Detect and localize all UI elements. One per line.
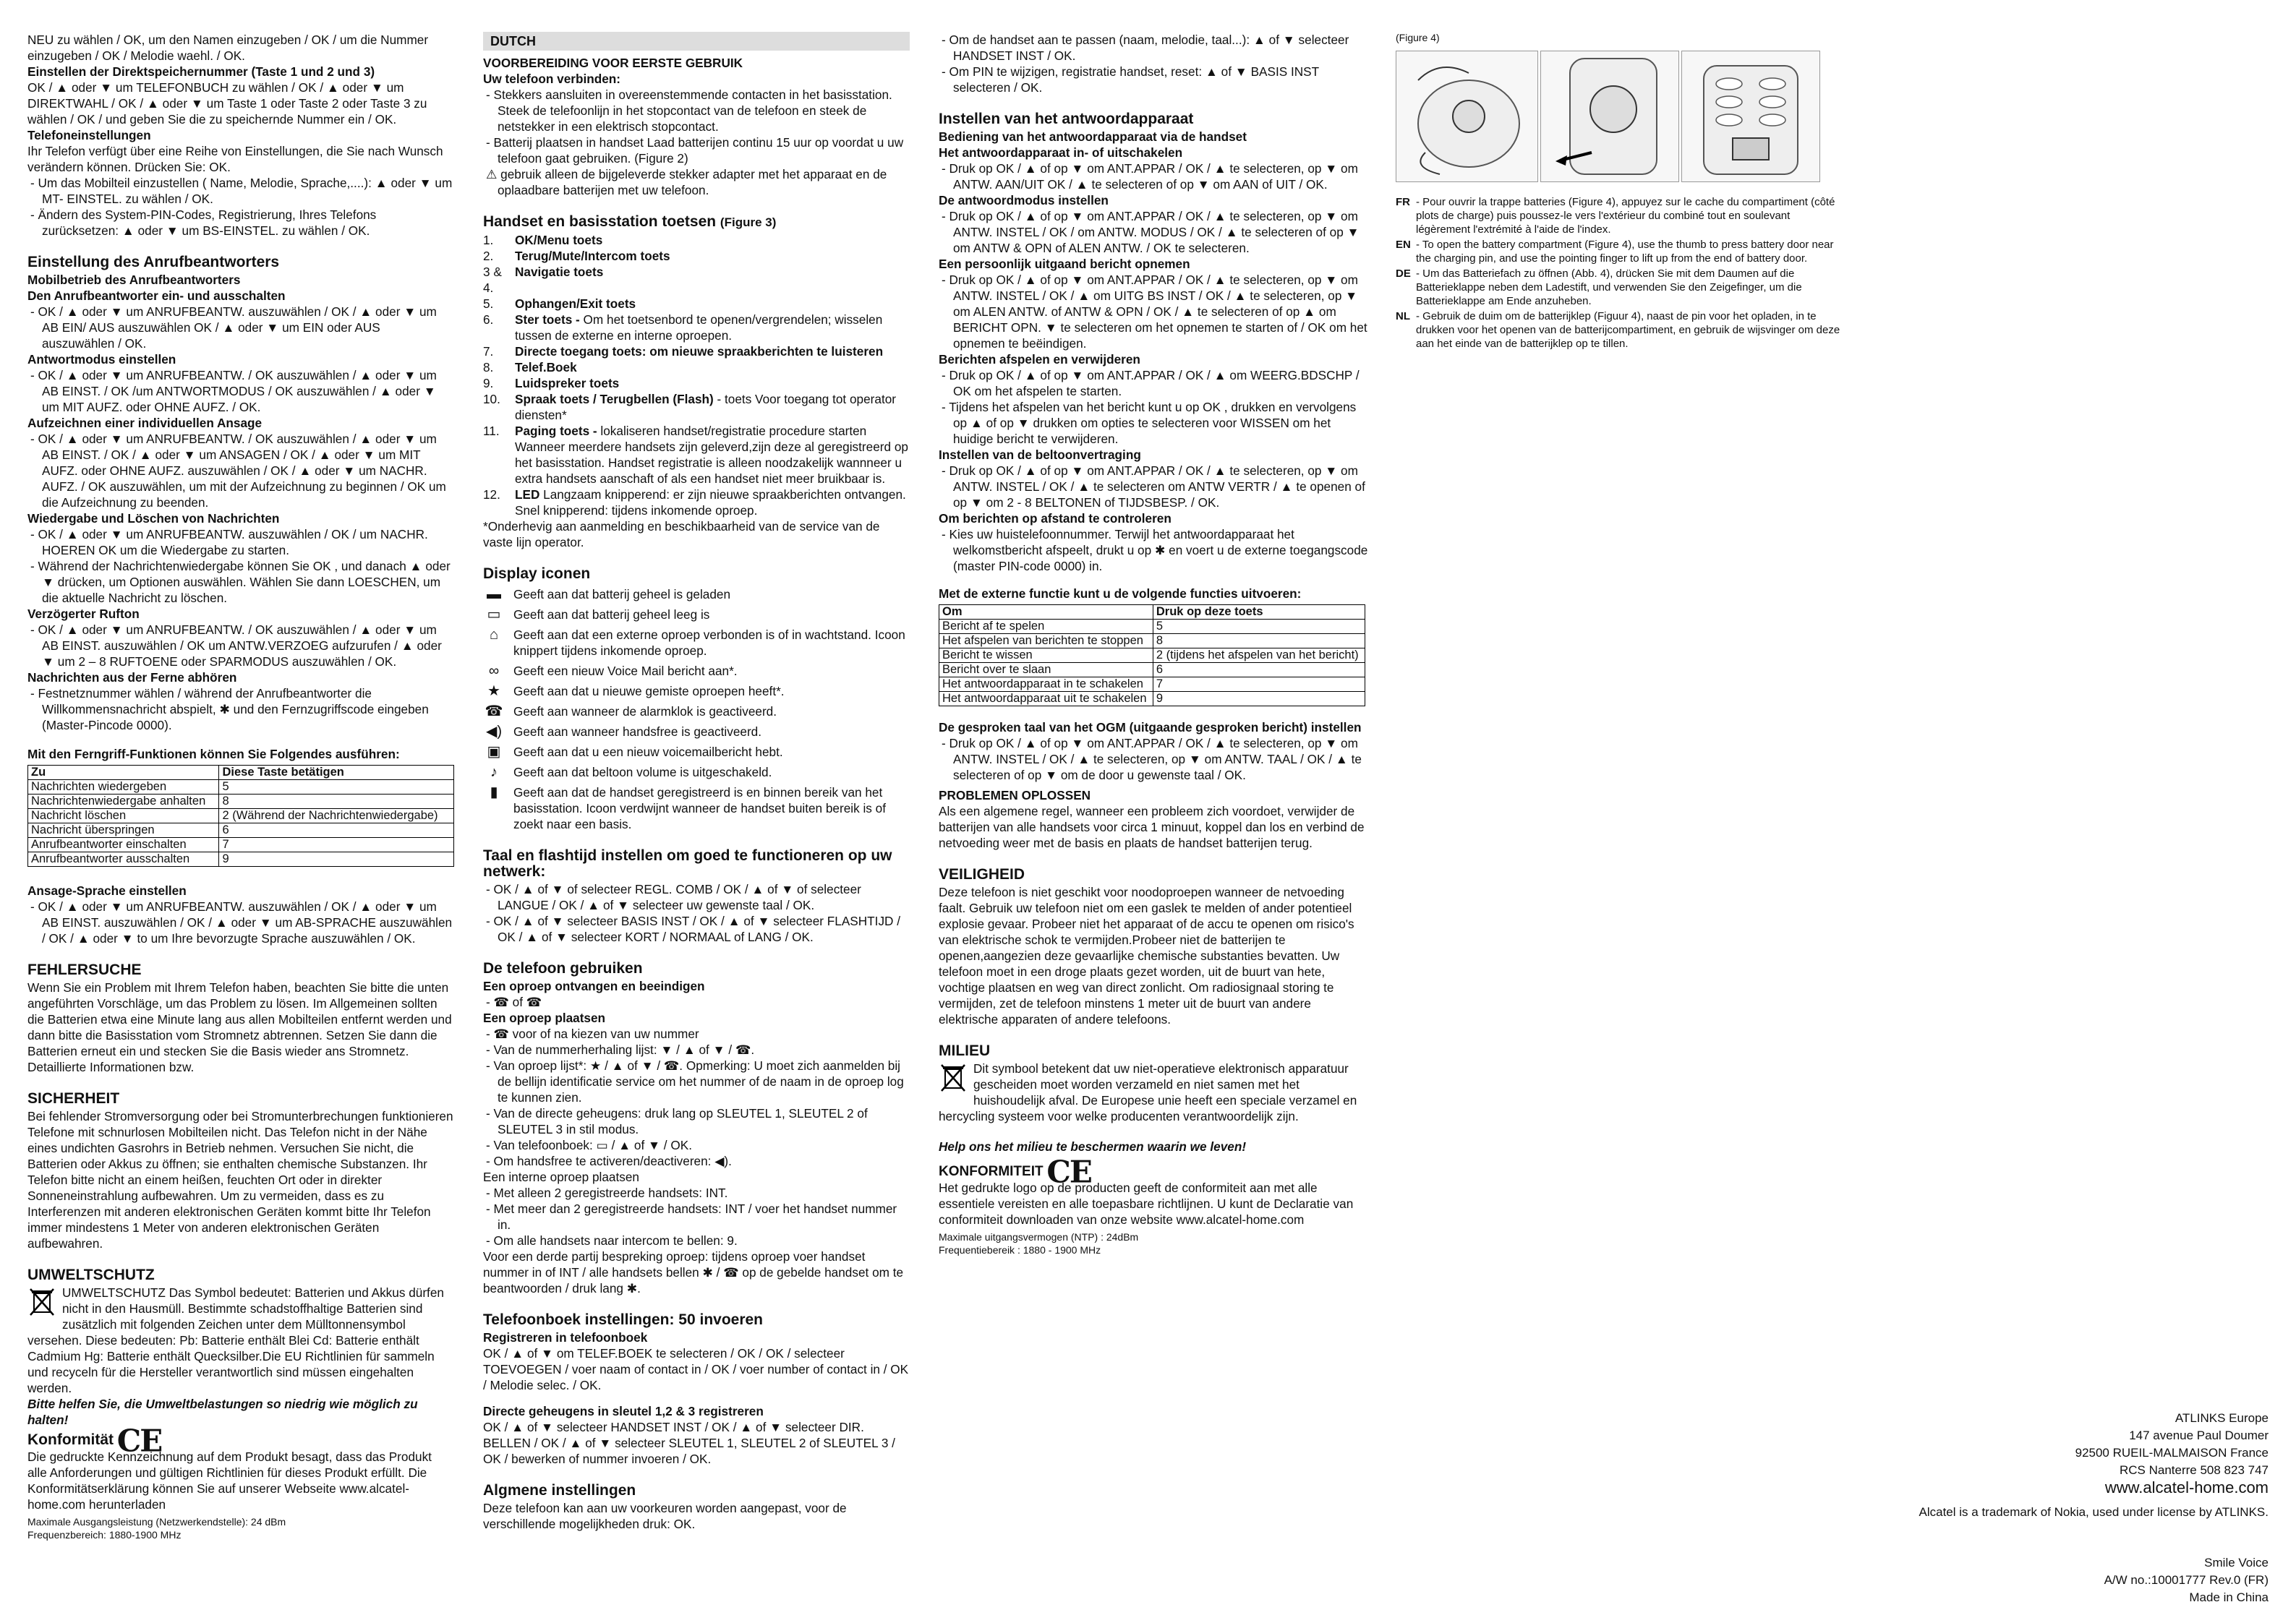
footer-line: ATLINKS Europe (2175, 1411, 2269, 1425)
instruction-line: - OK / ▲ oder ▼ um ANRUFBEANTW. / OK auszuwählen / ▲ oder ▼ um AB EINST. / OK / ▲ oder ▼ um ANSAGEN / OK / ▲ oder ▼ um MIT AUFZ. oder OHNE AUFZ. auszuwählen / OK / ▲ oder ▼ um NACHR. AUFZ. / OK auszuwählen, um mit der Aufzeichnung zu beginnen / OK um die Aufzeichnung zu beenden. (30, 432, 446, 510)
language-bar: DUTCH (483, 32, 910, 51)
konformiteit-title: KONFORMITEIT (939, 1164, 1044, 1179)
ogm-title: De gesproken taal van het OGM (uitgaande gesproken bericht) instellen (939, 720, 1362, 735)
key-label: Spraak toets / Terugbellen (Flash) (515, 392, 714, 406)
key-item (483, 343, 910, 359)
product-name: Smile Voice (2204, 1556, 2269, 1570)
phonebook-title: Telefoonboek instellingen: 50 invoeren (483, 1311, 764, 1328)
instruction-line: - Kies uw huistelefoonnummer. Terwijl het antwoordapparaat het welkomstbericht afspeelt, drukt u op ✱ en voert u de externe toegangscode (master PIN-code 0000) in. (942, 527, 1368, 573)
safety-title: VEILIGHEID (939, 866, 1025, 883)
phonebook-text: OK / ▲ of ▼ om TELEF.BOEK te selecteren / OK / OK / selecteer TOEVOEGEN / voer naam of contact in / OK / voer number of contact in / OK / Melodie selec. / OK. (483, 1346, 909, 1392)
instruction-line: - OK / ▲ of ▼ selecteer BASIS INST / OK / ▲ of ▼ selecteer FLASHTIJD / OK / ▲ of ▼ selecteer KORT / NORMAAL of LANG / OK. (486, 914, 901, 944)
table-cell: 2 (Während der Nachrichtenwiedergabe) (219, 809, 454, 823)
key-label: Terug/Mute/Intercom toets (515, 249, 670, 263)
icon-description: Geeft aan wanneer handsfree is geactiveerd. (513, 724, 762, 739)
instruction-line: - Batterij plaatsen in handset Laad batterijen continu 15 uur op voordat u uw telefoon gaat gebruiken. (Figure 2) (486, 135, 904, 166)
table-cell: Anrufbeantworter einschalten (28, 838, 219, 852)
instruction-line: - Om de handset aan te passen (naam, melodie, taal...): ▲ of ▼ selecteer HANDSET INST / OK. (942, 33, 1349, 63)
note-text: - To open the battery compartment (Figure 4), use the thumb to press battery door near the charging pin, and use the pointing finger to lift up from the end of battery door. (1416, 239, 1834, 265)
weee-bin-icon (27, 1286, 56, 1318)
icon-description: Geeft aan wanneer de alarmklok is geactiveerd. (513, 704, 777, 719)
prep-items (483, 87, 910, 198)
figure-4-step-3-image (1681, 51, 1820, 182)
key-number: 3 & 4. (483, 265, 502, 295)
instruction-line: - OK / ▲ oder ▼ um ANRUFBEANTW. / OK auszuwählen / ▲ oder ▼ um AB EINST. auszuwählen / OK um ANTW.VERZOEG aufzurufen / ▲ oder ▼ um 2 – 8 RUFTOENE oder SPARMODUS auszuwählen / OK. (30, 622, 442, 669)
konformiteit-text: Het gedrukte logo op de producten geeft de conformiteit aan met alle essentiele vereisten en alle toepasbare richtlijnen. U kunt de Declaratie van conformiteit downloaden van onze website www.alcatel-home.com (939, 1181, 1354, 1228)
instruction-line: - Stekkers aansluiten in overeenstemmende contacten in het basisstation. Steek de telefoonlijn in het stopcontact van de telefoon en steek de netstekker in een elektrisch stopcontact. (486, 87, 892, 134)
ext-table (939, 604, 1365, 706)
general-title: Algmene instellingen (483, 1482, 636, 1499)
key-desc (515, 375, 910, 391)
instruction-line: Ihr Telefon verfügt über eine Reihe von Einstellungen, die Sie nach Wunsch verändern können. Drücken Sie: OK. (27, 144, 443, 174)
konf-small-2: Frequenzbereich: 1880-1900 MHz (27, 1529, 182, 1541)
display-icon-row (483, 683, 910, 699)
key-desc (515, 391, 910, 423)
table-row (939, 663, 1365, 677)
figure-4-step-1-image (1396, 51, 1538, 182)
key-desc (515, 423, 910, 487)
key-number: 8. (483, 360, 494, 374)
key-detail: lokaliseren handset/registratie procedure starten Wanneer meerdere handsets zijn geleverd,zijn deze al geregistreerd op het basisstation. Handset registratie is alleen noodzakelijk wannneer u extra handsets aanschaft of als een handset niet meer bruikbaar is. (515, 424, 908, 486)
sicherheit-title: SICHERHEIT (27, 1090, 120, 1107)
language-code: DE (1396, 267, 1411, 280)
key-desc (515, 232, 910, 248)
icon-description: Geeft aan dat beltoon volume is uitgeschakeld. (513, 765, 772, 779)
subheading: Mobilbetrieb des Anrufbeantworters (27, 273, 241, 287)
icon-description: Geeft aan dat u nieuwe gemiste oproepen heeft*. (513, 684, 785, 698)
table-cell: 7 (1153, 677, 1365, 692)
intro-items (939, 32, 1373, 95)
direct-title: Directe geheugens in sleutel 1,2 & 3 registreren (483, 1404, 764, 1418)
key-desc (515, 296, 910, 312)
direct-text: OK / ▲ of ▼ selecteer HANDSET INST / OK / ▲ of ▼ selecteer DIR. BELLEN / OK / ▲ of ▼ selecteer SLEUTEL 1, SLEUTEL 2 of SLEUTEL 3 / OK / bewerken of nummer invoeren / OK. (483, 1420, 895, 1466)
table-row (939, 620, 1365, 634)
message-icon: ▣ (487, 744, 501, 760)
key-number: 10. (483, 392, 500, 406)
key-number: 9. (483, 376, 494, 390)
konf-small-2: Frequentiebereik : 1880 - 1900 MHz (939, 1244, 1101, 1256)
note-text: - Pour ouvrir la trappe batteries (Figure 4), appuyez sur le cache du compartiment (côté plots de charge) puis poussez-le vers l'extérieur du combiné tout en soulevant légèrement l'extrémité à l'aide de l'index. (1416, 196, 1835, 236)
use-title: De telefoon gebruiken (483, 960, 643, 977)
instruction-line: NEU zu wählen / OK, um den Namen einzugeben / OK / um die Nummer einzugeben / OK / Melodie waehl. / OK. (27, 33, 429, 63)
icon-description: Geeft aan dat de handset geregistreerd is en binnen bereik van het basisstation. Icoon verdwijnt wanneer de handset buiten bereik is of zoekt naar een basis. (513, 785, 886, 831)
table-row (939, 634, 1365, 648)
signal-icon: ▮ (490, 784, 498, 800)
phonebook-sub: Registreren in telefoonboek (483, 1330, 648, 1345)
subheading: Een oproep plaatsen (483, 1011, 606, 1025)
battery-empty-icon: ▭ (487, 607, 501, 622)
key-item (483, 248, 910, 264)
language-code: EN (1396, 239, 1411, 251)
subheading: Berichten afspelen en verwijderen (939, 352, 1140, 367)
home-icon: ⌂ (489, 627, 499, 643)
table-cell: 6 (219, 823, 454, 838)
remote-title: Mit den Ferngriff-Funktionen können Sie Folgendes ausführen: (27, 747, 400, 761)
key-item (483, 423, 910, 487)
table-cell: Nachricht überspringen (28, 823, 219, 838)
ce-logo: CE (1046, 1154, 1091, 1190)
subheading: Het antwoordapparaat in- of uitschakelen (939, 145, 1183, 160)
key-number: 2. (483, 249, 494, 263)
konformitat-title: Konformität (27, 1431, 114, 1448)
key-number: 1. (483, 233, 494, 247)
ogm-text: - Druk op OK / ▲ of op ▼ om ANT.APPAR / OK / ▲ te selecteren, op ▼ om ANTW. INSTEL / OK / ▲ te selecteren, op ▼ om ANTW. TAAL / OK / ▲ te selecteren of op ▼ om de door u gewenste taal / OK. (942, 736, 1362, 782)
prep-title: VOORBEREIDING VOOR EERSTE GEBRUIK (483, 56, 743, 70)
display-icon-row (483, 784, 910, 832)
display-icon-row (483, 627, 910, 659)
table-row (939, 677, 1365, 692)
konf-small-1: Maximale Ausgangsleistung (Netzwerkendstelle): 24 dBm (27, 1516, 286, 1528)
flash-items (483, 881, 910, 945)
ce-logo: CE (116, 1423, 162, 1459)
key-detail: Langzaam knipperend: er zijn nieuwe spraakberichten ontvangen. Snel knipperend: tijdens inkomende oproep. (515, 487, 906, 518)
key-item (483, 391, 910, 423)
konformitat-text: Die gedruckte Kennzeichnung auf dem Produkt besagt, dass das Produkt alle Anforderungen und gültigen Richtlinien für dieses Produkt erfüllt. Die Konformitätserklärung können Sie auf unserer Webseite www.alcatel-home.com herunterladen (27, 1449, 432, 1512)
instruction-line: Voor een derde partij bespreking oproep: tijdens oproep voer handset nummer in of INT / alle handsets bellen ✱ / ☎ op de gebelde handset om te beantwoorden / druk lang ✱. (483, 1249, 904, 1296)
umwelt-bold: Bitte helfen Sie, die Umweltbelastungen so niedrig wie möglich zu halten! (27, 1397, 418, 1427)
display-icon-row (483, 703, 910, 719)
ansage-title: Ansage-Sprache einstellen (27, 883, 187, 898)
remote-table (27, 765, 454, 867)
subheading: Telefoneinstellungen (27, 128, 151, 142)
instruction-line: - ☎ voor of na kiezen van uw nummer (486, 1027, 699, 1041)
table-row (28, 823, 454, 838)
key-label: Directe toegang toets: om nieuwe spraakberichten te luisteren (515, 344, 884, 359)
key-detail: - toets Voor toegang tot operator diensten* (515, 392, 896, 422)
table-cell: 8 (219, 795, 454, 809)
battery-instructions (1396, 195, 1844, 352)
key-number: 6. (483, 312, 494, 327)
instruction-line: - OK / ▲ oder ▼ um ANRUFBEANTW. / OK auszuwählen / ▲ oder ▼ um AB EINST. / OK /um ANTWORTMODUS / OK auszuwählen / ▲ oder ▼ um MIT AUFZ. oder OHNE AUFZ. / OK. (30, 368, 437, 414)
keys-note: *Onderhevig aan aanmelding en beschikbaarheid van de service van de vaste lijn operator. (483, 519, 880, 549)
icon-description: Geeft aan dat u een nieuw voicemailbericht hebt. (513, 745, 783, 759)
footer-line: 92500 RUEIL-MALMAISON France (2075, 1446, 2269, 1460)
display-icon-row (483, 724, 910, 740)
key-item (483, 375, 910, 391)
artwork-number: A/W no.:10001777 Rev.0 (FR) (2104, 1573, 2269, 1587)
table-header: Diese Taste betätigen (219, 766, 454, 780)
icon-description: Geeft aan dat batterij geheel leeg is (513, 607, 710, 622)
origin: Made in China (2189, 1590, 2269, 1604)
language-note (1396, 195, 1844, 236)
instruction-line: - Um das Mobilteil einzustellen ( Name, Melodie, Sprache,....): ▲ oder ▼ um MT- EINSTEL. zu wählen / OK. (30, 176, 453, 206)
table-cell: 5 (1153, 620, 1365, 634)
footer-line: 147 avenue Paul Doumer (2129, 1429, 2269, 1442)
table-row (28, 780, 454, 795)
key-label: LED (515, 487, 540, 502)
instruction-line: - Van de directe geheugens: druk lang op SLEUTEL 1, SLEUTEL 2 of SLEUTEL 3 in stil modus. (486, 1106, 868, 1136)
instruction-line: Een interne oproep plaatsen (483, 1170, 639, 1184)
instruction-line: - Tijdens het afspelen van het bericht kunt u op OK , drukken en vervolgens op ▲ of op ▼ drukken om opties te selecteren voor WISSEN om het huidige bericht te verwijderen. (942, 400, 1357, 446)
table-row (939, 692, 1365, 706)
problems-text: Als een algemene regel, wanneer een probleem zich voordoet, verwijder de batterijen van alle handsets voor circa 1 minuut, koppel dan los en verbind de netvoeding weer met de basis en plaats de handset batterijen terug. (939, 804, 1365, 850)
key-number: 5. (483, 296, 494, 311)
table-cell: Het afspelen van berichten te stoppen (939, 634, 1153, 648)
display-icon-row (483, 586, 910, 602)
table-cell: Het antwoordapparaat uit te schakelen (939, 692, 1153, 706)
display-title: Display iconen (483, 565, 591, 582)
use-block (483, 978, 910, 1296)
instruction-line: - OK / ▲ of ▼ of selecteer REGL. COMB / OK / ▲ of ▼ of selecteer LANGUE / OK / ▲ of ▼ selecteer uw gewenste taal / OK. (486, 882, 861, 912)
keys-figure-ref: (Figure 3) (720, 215, 777, 229)
instruction-line: - Druk op OK / ▲ of op ▼ om ANT.APPAR / OK / ▲ te selecteren, op ▼ om ANTW. INSTEL / OK / ▲ om UITG BS INST / OK / ▲ te selecteren, op ▼ om ALEN ANTW. of ANTW & OPN / OK / ▲ te selecteren of op ▲ om BERICHT OPN. ▼ te selecteren om het opnemen te starten of / OK om het opnemen te beëindigen. (942, 273, 1367, 351)
key-desc (515, 487, 910, 518)
table-cell: 8 (1153, 634, 1365, 648)
key-label: Ophangen/Exit toets (515, 296, 636, 311)
display-icon-row (483, 607, 910, 622)
product-footer (2104, 1554, 2269, 1606)
subheading: Bediening van het antwoordapparaat via de handset (939, 129, 1247, 144)
table-cell: Bericht te wissen (939, 648, 1153, 663)
ringer-off-icon: ♪ (490, 764, 498, 780)
figure-caption: (Figure 4) (1396, 32, 1440, 43)
key-desc (515, 264, 910, 296)
language-note (1396, 267, 1844, 308)
sicherheit-text: Bei fehlender Stromversorgung oder bei Stromunterbrechungen funktionieren Telefone mit schnurlosen Mobilteilen nicht. Das Telefon nicht in der Nähe eines undichten Gasrohrs in Betrieb nehmen. Versuchen Sie nicht, die Batterien oder Akkus zu öffnen; sie enthalten chemische Substanzen. Ihr Telefon bitte nicht an einem heißen, feuchten Ort oder in direkter Sonneneinstrahlung aufbewahren. Um zu vermeiden, dass es zu Interferenzen mit anderen elektronischen Geräten kommt bitte Ihr Telefon immer mindestens 1 Meter von anderen elektronischen Geräten aufbewahren. (27, 1109, 453, 1251)
subheading: Om berichten op afstand te controleren (939, 511, 1172, 526)
ext-title: Met de externe functie kunt u de volgende functies uitvoeren: (939, 586, 1302, 601)
keys-list (483, 232, 910, 518)
instruction-line: - OK / ▲ oder ▼ um ANRUFBEANTW. auszuwählen / OK / ▲ oder ▼ um AB EIN/ AUS auszuwählen OK / ▲ oder ▼ um EIN oder AUS auszuwählen / OK. (30, 304, 437, 351)
instruction-line: - OK / ▲ oder ▼ um ANRUFBEANTW. auszuwählen / OK / um NACHR. HOEREN OK um die Wiedergabe zu starten. (30, 527, 428, 557)
keys-title: Handset en basisstation toetsen (483, 213, 717, 230)
table-cell: Het antwoordapparaat in te schakelen (939, 677, 1153, 692)
milieu-block (939, 1061, 1373, 1124)
key-item (483, 487, 910, 518)
language-note (1396, 238, 1844, 265)
am-title: Instellen van het antwoordapparaat (939, 111, 1194, 127)
key-label: Luidspreker toets (515, 376, 620, 390)
key-desc (515, 312, 910, 343)
table-cell: Anrufbeantworter ausschalten (28, 852, 219, 867)
instruction-line: - Met alleen 2 geregistreerde handsets: INT. (486, 1186, 728, 1200)
key-label: Paging toets - (515, 424, 597, 438)
table-row (28, 852, 454, 867)
key-item (483, 312, 910, 343)
key-label: OK/Menu toets (515, 233, 603, 247)
alarm-icon: ☎ (485, 703, 503, 719)
flash-title: Taal en flashtijd instellen om goed te functioneren op uw netwerk: (483, 847, 892, 880)
table-row (28, 795, 454, 809)
column-dutch-1 (483, 32, 910, 1532)
key-item (483, 264, 910, 296)
key-number: 7. (483, 344, 494, 359)
icon-description: Geeft een nieuw Voice Mail bericht aan*. (513, 664, 738, 678)
subheading: Antwortmodus einstellen (27, 352, 176, 367)
ansage-text: - OK / ▲ oder ▼ um ANRUFBEANTW. auszuwählen / OK / ▲ oder ▼ um AB EINST. auszuwählen / OK / ▲ oder ▼ um AB-SPRACHE auszuwählen / OK / ▲ oder ▼ to um Ihre bevorzugte Sprache auszuwählen / OK. (30, 899, 453, 946)
table-cell: 9 (1153, 692, 1365, 706)
instruction-line: - Van de nummerherhaling lijst: ▼ / ▲ of ▼ / ☎. (486, 1042, 755, 1057)
column-german (27, 32, 454, 1541)
instruction-line: - Festnetznummer wählen / während der Anrufbeantworter die Willkommensnachricht abspielt, ✱ und den Fernzugriffscode eingeben (Master-Pincode 0000). (30, 686, 429, 732)
fehler-text: Wenn Sie ein Problem mit Ihrem Telefon haben, beachten Sie bitte die unten angeführten Vorschläge, um das Problem zu lösen. Im Allgemeinen sollten die Batterien etwa eine Minute lang aus allen Mobilteilen entfernt werden und dann bitte die Basisstation vom Stromnetz abtrennen. Setzen Sie dann die Batterien erneut ein und stecken Sie die Basis wieder ans Stromnetz. Detaillierte Informationen bzw. (27, 980, 452, 1074)
answering-machine-block (27, 272, 454, 733)
language-note (1396, 309, 1844, 351)
instruction-line: ⚠ gebruik alleen de bijgeleverde stekker adapter met het apparaat en de oplaadbare batterijen met uw telefoon. (486, 167, 887, 197)
subheading: Wiedergabe und Löschen von Nachrichten (27, 511, 280, 526)
key-item (483, 232, 910, 248)
key-label: Telef.Boek (515, 360, 577, 374)
table-row (28, 809, 454, 823)
subheading: Een persoonlijk uitgaand bericht opnemen (939, 257, 1190, 271)
problems-title: PROBLEMEN OPLOSSEN (939, 788, 1091, 802)
table-cell: 9 (219, 852, 454, 867)
figure-4-step-2-image (1540, 51, 1679, 182)
table-row (939, 648, 1365, 663)
company-footer (1919, 1410, 2269, 1521)
umwelt-block (27, 1285, 454, 1396)
table-cell: 2 (tijdens het afspelen van het bericht) (1153, 648, 1365, 663)
instruction-line: - Druk op OK / ▲ of op ▼ om ANT.APPAR / OK / ▲ om WEERG.BDSCHP / OK om het afspelen te starten. (942, 368, 1360, 398)
table-row (28, 838, 454, 852)
key-number: 12. (483, 487, 500, 502)
table-cell: 7 (219, 838, 454, 852)
table-cell: Nachrichtenwiedergabe anhalten (28, 795, 219, 809)
instruction-line: - Om alle handsets naar intercom te bellen: 9. (486, 1233, 738, 1248)
table-header: Om (939, 605, 1153, 620)
safety-text: Deze telefoon is niet geschikt voor noodoproepen wanneer de netvoeding faalt. Gebruik uw telefoon niet om een gaslek te melden of ander potentieel explosie gevaar. Probeer niet het apparaat of de accu te openen om risico's van elektrische schok te vermijden.Probeer niet de batterijen te openen,aangezien deze gevaarlijke chemische substanties bevatten. Uw telefoon moet in een droge plaats gezet worden, uit de buurt van hete, vochtige plaatsen en weg van direct zonlicht. Om radiosignaal storing te vermijden, zet de telefoon minstens 1 meter uit de buurt van andere elektrische apparaten of andere telefoons. (939, 885, 1354, 1027)
instruction-line: - ☎ of ☎ (486, 995, 542, 1009)
key-item (483, 359, 910, 375)
milieu-bold: Help ons het milieu te beschermen waarin we leven! (939, 1139, 1247, 1154)
display-icon-row (483, 663, 910, 679)
general-text: Deze telefoon kan aan uw voorkeuren worden aangepast, voor de verschillende mogelijkheden druk: OK. (483, 1501, 847, 1531)
instruction-line: - Während der Nachrichtenwiedergabe können Sie OK , und danach ▲ oder ▼ drücken, um Optionen auswählen. Wählen Sie dann LOESCHEN, um die aktuelle Nachricht zu löschen. (30, 559, 451, 605)
subheading: Een oproep ontvangen en beeindigen (483, 979, 705, 993)
weee-bin-icon (939, 1062, 968, 1094)
instruction-line: - Van oproep lijst*: ★ / ▲ of ▼ / ☎. Opmerking: U moet zich aanmelden bij de bellijn identificatie service om het nummer of de naam in de oproep log te kunnen zien. (486, 1058, 904, 1105)
table-cell: 6 (1153, 663, 1365, 677)
milieu-text: Dit symbool betekent dat uw niet-operatieve elektronisch apparatuur gescheiden moet worden verzameld en niet samen met het huishoudelijk afval. De Europese unie heeft een speciale verzamel en hercycling systeem voor welke producenten verantwoordelijk zijn. (939, 1061, 1357, 1123)
key-label: Navigatie toets (515, 265, 604, 279)
instruction-line: - Om handsfree te activeren/deactiveren: ◀). (486, 1154, 732, 1168)
subheading: De antwoordmodus instellen (939, 193, 1109, 207)
subheading: Aufzeichnen einer individuellen Ansage (27, 416, 263, 430)
table-cell: Bericht af te spelen (939, 620, 1153, 634)
table-header: Druk op deze toets (1153, 605, 1365, 620)
note-text: - Gebruik de duim om de batterijklep (Figuur 4), naast de pin voor het opladen, in te drukken voor het openen van de batterijcompartiment, en gebruik de wijsvinger om deze aan het einde van de batterijklep op te tillen. (1416, 310, 1840, 350)
note-text: - Um das Batteriefach zu öffnen (Abb. 4), drücken Sie mit dem Daumen auf die Batterieklappe neben dem Ladestift, und verwenden Sie den Zeigefinger, um die Batterieklappe am Ende anzuheben. (1416, 267, 1802, 307)
intro-block (27, 32, 454, 239)
table-cell: 5 (219, 780, 454, 795)
instruction-line: - Met meer dan 2 geregistreerde handsets: INT / voer het handset nummer in. (486, 1202, 897, 1232)
subheading: Einstellen der Direktspeichernummer (Taste 1 und 2 und 3) (27, 64, 375, 79)
am-block (939, 129, 1373, 574)
subheading: Verzögerter Rufton (27, 607, 140, 621)
table-cell: Bericht over te slaan (939, 663, 1153, 677)
key-desc (515, 343, 910, 359)
key-detail: Om het toetsenbord te openen/vergrendelen; wisselen tussen de externe en interne oproepen. (515, 312, 883, 343)
language-code: FR (1396, 196, 1410, 208)
icon-list (483, 586, 910, 832)
instruction-line: - Druk op OK / ▲ of op ▼ om ANT.APPAR / OK / ▲ te selecteren, op ▼ om ANTW. INSTEL / OK / om ANTW. MODUS / OK / ▲ te selecteren of op ▼ om ANTW & OPN of ALEN ANTW. / OK te selecteren. (942, 209, 1360, 255)
instruction-line: - Druk op OK / ▲ of op ▼ om ANT.APPAR / OK / ▲ te selecteren, op ▼ om ANTW. AAN/UIT OK / ▲ te selecteren of op ▼ om AAN of UIT / OK. (942, 161, 1358, 192)
section-title: Einstellung des Anrufbeantworters (27, 254, 280, 270)
battery-full-icon: ▬ (487, 586, 501, 602)
table-cell: Nachricht löschen (28, 809, 219, 823)
instruction-line: - Ändern des System-PIN-Codes, Registrierung, Ihres Telefons zurücksetzen: ▲ oder ▼ um BS-EINSTEL. zu wählen / OK. (30, 207, 377, 238)
instruction-line: - Van telefoonboek: ▭ / ▲ of ▼ / OK. (486, 1138, 692, 1152)
display-icon-row (483, 764, 910, 780)
subheading: Nachrichten aus der Ferne abhören (27, 670, 237, 685)
language-code: NL (1396, 310, 1410, 322)
key-desc (515, 359, 910, 375)
umwelt-title: UMWELTSCHUTZ (27, 1267, 155, 1283)
key-label: Ster toets - (515, 312, 580, 327)
website-url: www.alcatel-home.com (2104, 1478, 2269, 1496)
key-item (483, 296, 910, 312)
trademark-text: Alcatel is a trademark of Nokia, used under license by ATLINKS. (1919, 1505, 2269, 1519)
table-cell: Nachrichten wiedergeben (28, 780, 219, 795)
key-number: 11. (483, 424, 500, 438)
key-desc (515, 248, 910, 264)
instruction-line: - Druk op OK / ▲ of op ▼ om ANT.APPAR / OK / ▲ te selecteren, op ▼ om ANTW. INSTEL / OK / ▲ te selecteren om ANTW VERTR / ▲ te openen of op ▼ om 2 - 8 BELTONEN of TIJDSBESP. / OK. (942, 463, 1365, 510)
footer-line: RCS Nanterre 508 823 747 (2119, 1463, 2269, 1477)
instruction-line: OK / ▲ oder ▼ um TELEFONBUCH zu wählen / OK / ▲ oder ▼ um DIREKTWAHL / OK / ▲ oder ▼ um Taste 1 oder Taste 2 oder Taste 3 zu wählen / OK / und geben Sie die zu speichernde Nummer ein / OK. (27, 80, 427, 127)
prep-sub: Uw telefoon verbinden: (483, 72, 621, 86)
subheading: Den Anrufbeantworter ein- und ausschalten (27, 288, 286, 303)
milieu-title: MILIEU (939, 1042, 991, 1059)
display-icon-row (483, 744, 910, 760)
icon-description: Geeft aan dat een externe oproep verbonden is of in wachtstand. Icoon knippert tijdens inkomende oproep. (513, 628, 905, 658)
table-header: Zu (28, 766, 219, 780)
star-icon: ★ (487, 683, 500, 699)
umwelt-text: UMWELTSCHUTZ Das Symbol bedeutet: Batterien und Akkus dürfen nicht in den Hausmüll. Bestimmte schadstoffhaltige Batterien sind zusätzlich mit folgenden Zeichen unter dem Mülltonnensymbol versehen. Diese bedeuten: Pb: Batterie enthält Blei Cd: Batterie enthält Cadmium Hg: Batterie enthält Quecksilber.Die EU Richtlinien für sammeln und recyceln für die Hersteller verantwortlich sind müssen eingehalten werden. (27, 1285, 444, 1395)
konf-small-1: Maximale uitgangsvermogen (NTP) : 24dBm (939, 1231, 1139, 1243)
subheading: Instellen van de beltoonvertraging (939, 447, 1141, 462)
fehler-title: FEHLERSUCHE (27, 962, 142, 978)
instruction-line: - Om PIN te wijzigen, registratie handset, reset: ▲ of ▼ BASIS INST selecteren / OK. (942, 64, 1319, 95)
column-dutch-2 (939, 32, 1373, 1256)
voicemail-icon: ∞ (488, 663, 500, 679)
icon-description: Geeft aan dat batterij geheel is geladen (513, 587, 731, 601)
speaker-icon: ◀) (485, 724, 503, 740)
